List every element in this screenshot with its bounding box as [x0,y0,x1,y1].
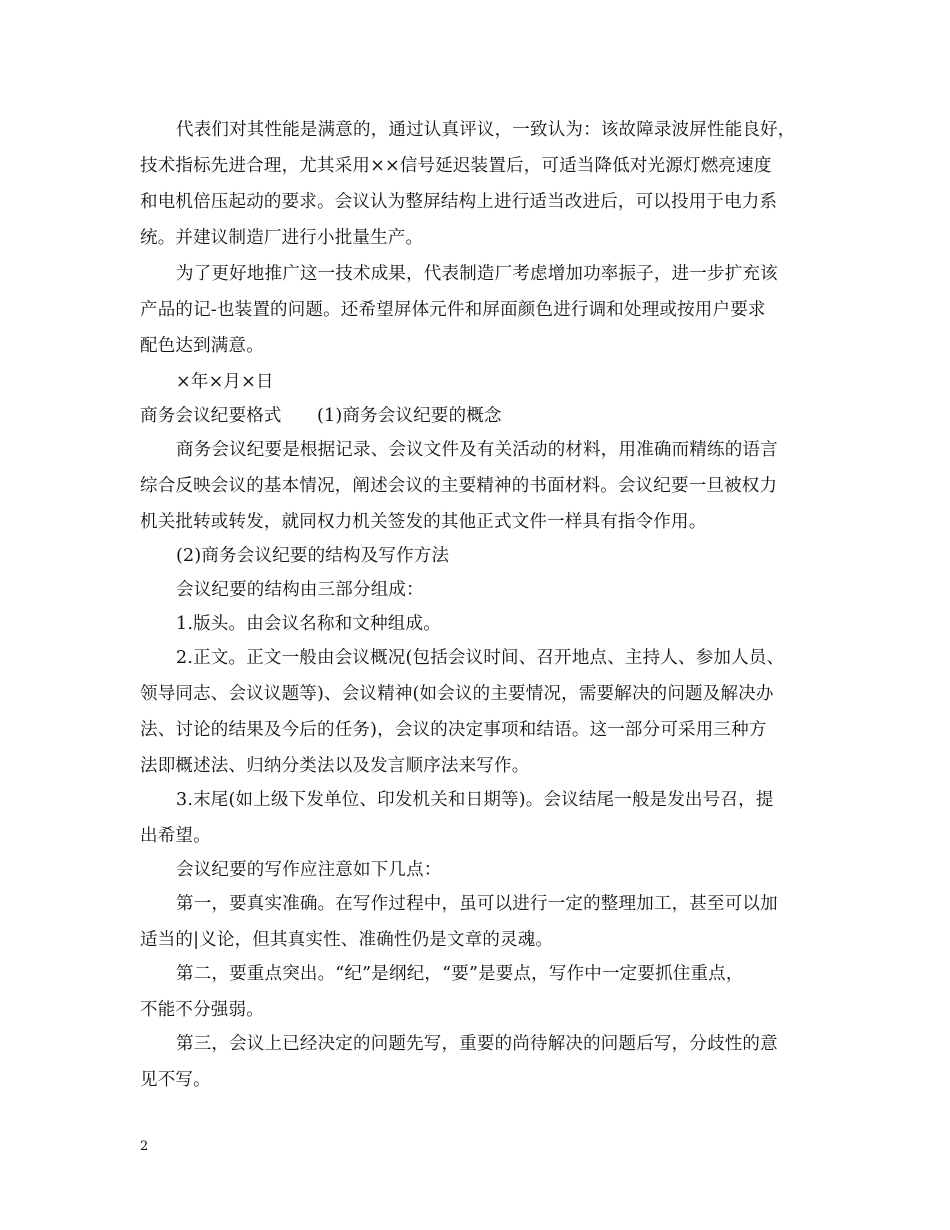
paragraph-line: 和电机倍压起动的要求。会议认为整屏结构上进行适当改进后，可以投用于电力系 [140,192,778,212]
paragraph-line: 综合反映会议的基本情况，阐述会议的主要精神的书面材料。会议纪要一旦被权力 [140,476,778,496]
section-heading-line: 商务会议纪要格式 (1)商务会议纪要的概念 [140,406,502,426]
paragraph-line: 不能不分强弱。 [140,1000,264,1020]
page-number: 2 [140,1139,149,1154]
paragraph-line: 第三，会议上已经决定的问题先写，重要的尚待解决的问题后写，分歧性的意 [176,1034,778,1054]
paragraph-line: 见不写。 [140,1070,211,1090]
paragraph-line: 适当的|义论，但其真实性、准确性仍是文章的灵魂。 [140,930,554,950]
paragraph-line: 第二，要重点突出。“纪”是纲纪，“要”是要点，写作中一定要抓住重点， [176,964,744,984]
paragraph-line: 机关批转或转发，就同权力机关签发的其他正式文件一样具有指令作用。 [140,512,707,532]
paragraph-line: 法、讨论的结果及今后的任务)，会议的决定事项和结语。这一部分可采用三种方 [140,720,767,740]
paragraph-line: 领导同志、会议议题等)、会议精神(如会议的主要情况，需要解决的问题及解决办 [140,684,774,704]
list-item-line: 1.版头。由会议名称和文种组成。 [176,614,441,634]
paragraph-line: 第一，要真实准确。在写作过程中，虽可以进行一定的整理加工，甚至可以加 [176,894,778,914]
paragraph-line: 会议纪要的结构由三部分组成： [176,580,424,600]
list-item-line: 3.末尾(如上级下发单位、印发机关和日期等)。会议结尾一般是发出号召，提 [176,790,774,810]
paragraph-line: 商务会议纪要是根据记录、会议文件及有关活动的材料，用准确而精练的语言 [176,440,778,460]
paragraph-line: 技术指标先进合理，尤其采用××信号延迟装置后，可适当降低对光源灯燃亮速度 [140,156,772,176]
paragraph-line: 出希望。 [140,826,211,846]
paragraph-line: 配色达到满意。 [140,336,264,356]
paragraph-line: 法即概述法、归纳分类法以及发言顺序法来写作。 [140,756,530,776]
date-line: ×年×月×日 [176,372,274,392]
list-item-line: 2.正文。正文一般由会议概况(包括会议时间、召开地点、主持人、参加人员、 [176,648,785,668]
subheading-line: (2)商务会议纪要的结构及写作方法 [176,546,450,566]
paragraph-line: 会议纪要的写作应注意如下几点： [176,860,442,880]
paragraph-line: 为了更好地推广这一技术成果，代表制造厂考虑增加功率振子，进一步扩充该 [176,264,778,284]
paragraph-line: 产品的记-也装置的问题。还希望屏体元件和屏面颜色进行调和处理或按用户要求 [140,300,766,320]
paragraph-line: 统。并建议制造厂进行小批量生产。 [140,228,424,248]
paragraph-line: 代表们对其性能是满意的，通过认真评议，一致认为：该故障录波屏性能良好， [176,120,796,140]
